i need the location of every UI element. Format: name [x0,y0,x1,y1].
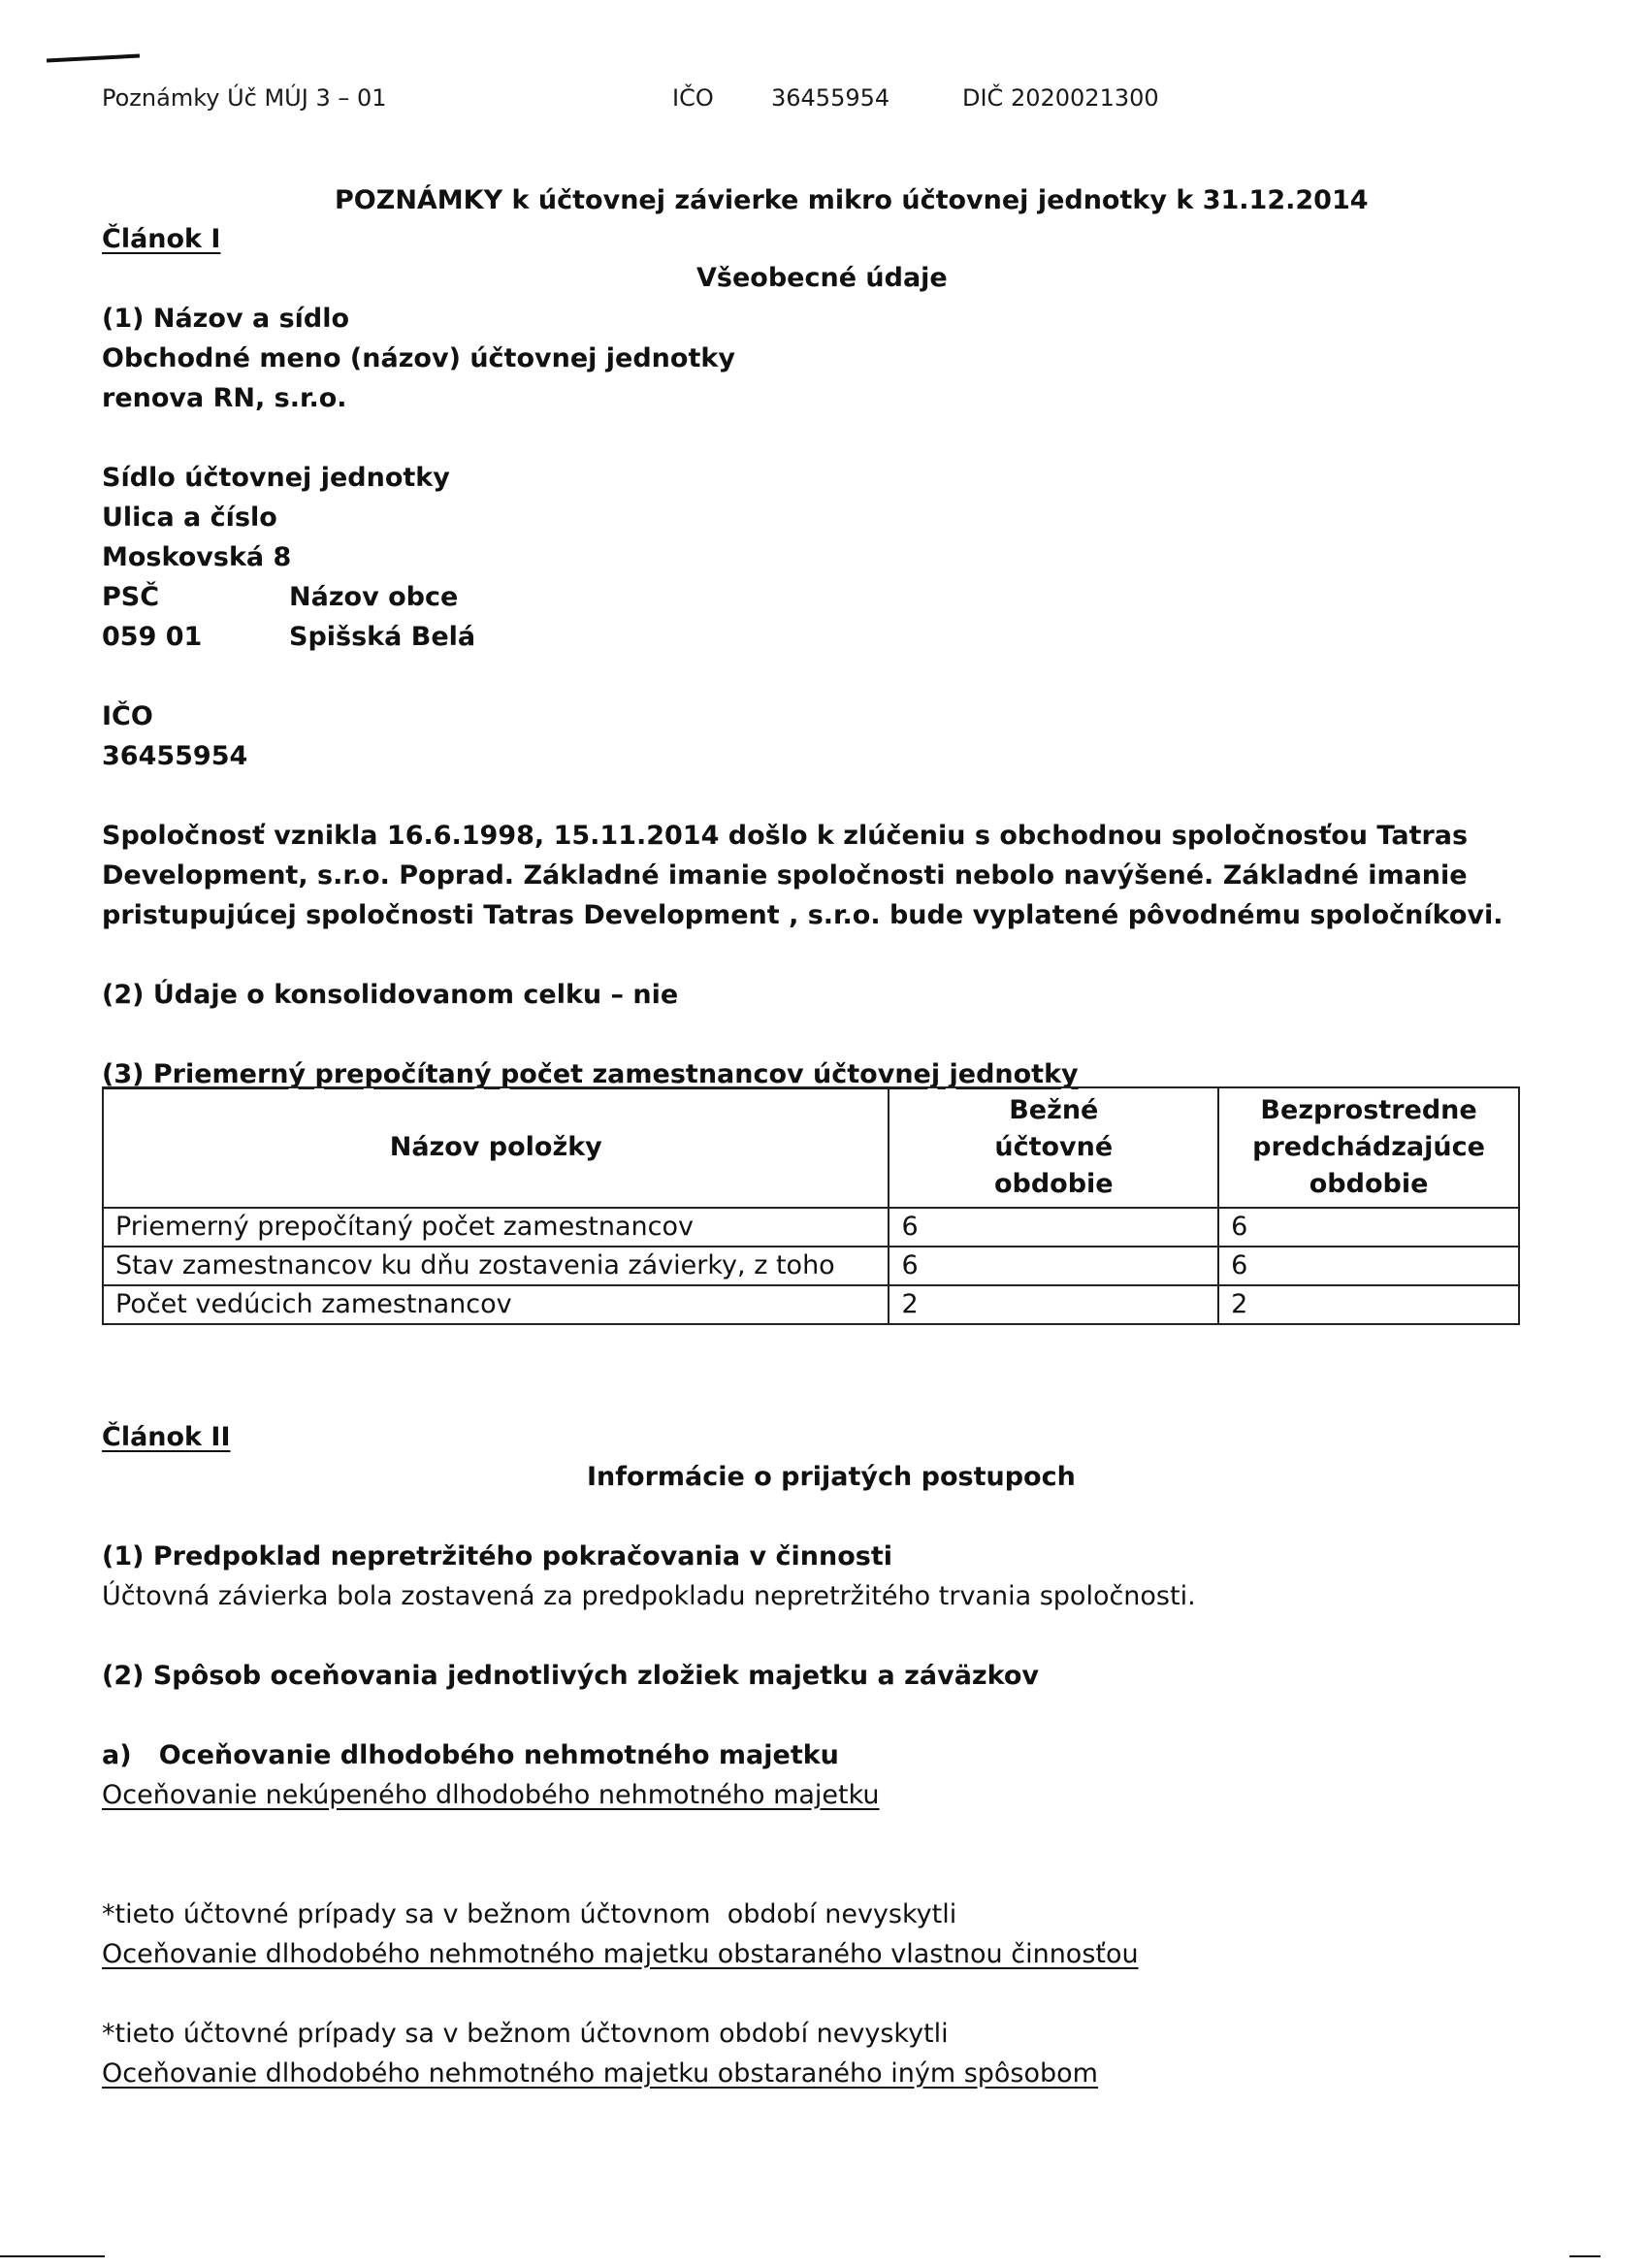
table-row [103,1285,1519,1324]
table-row [103,1247,1519,1285]
company-name-label: Obchodné meno (názov) účtovnej jednotky [102,343,735,373]
company-note-line-2: Development, s.r.o. Poprad. Základné imanie spoločnosti nebolo navýšené. Základné imanie [102,860,1468,891]
company-name-value: renova RN, s.r.o. [102,383,347,413]
street-value: Moskovská 8 [102,542,292,572]
item-3-heading: (3) Priemerný prepočítaný počet zamestnancov účtovnej jednotky [102,1059,1079,1089]
header-ico-value: 36455954 [771,84,890,112]
table-row [103,1208,1519,1247]
scan-mark-bottom-left [0,2255,105,2257]
sub-a-2-heading: Oceňovanie dlhodobého nehmotného majetku obstaraného vlastnou činnosťou [102,1939,1139,1969]
item-1-heading: (1) Názov a sídlo [102,304,350,334]
article-1-heading: Všeobecné údaje [696,263,948,293]
ico-label: IČO [102,701,153,731]
table-cell-current: 6 [889,1247,1218,1285]
col-header-current [889,1087,1218,1208]
article-2-item-1-heading: (1) Predpoklad nepretržitého pokračovania v činnosti [102,1541,893,1571]
scan-mark-bottom-right [1569,2255,1600,2257]
sub-a-1-heading: Oceňovanie nekúpeného dlhodobého nehmotného majetku [102,1780,880,1810]
header-ico-label: IČO [672,84,714,112]
psc-label: PSČ [102,582,160,612]
doc-code: Poznámky Úč MÚJ 3 – 01 [102,84,387,112]
seat-label: Sídlo účtovnej jednotky [102,463,450,493]
city-label: Názov obce [289,582,459,612]
article-2-item-1-text: Účtovná závierka bola zostavená za predpokladu nepretržitého trvania spoločnosti. [102,1581,1196,1611]
company-note-line-1: Spoločnosť vznikla 16.6.1998, 15.11.2014 došlo k zlúčeniu s obchodnou spoločnosťou Tatras [102,821,1469,851]
item-2-consolidation: (2) Údaje o konsolidovanom celku – nie [102,980,679,1010]
table-cell-previous: 6 [1218,1208,1519,1247]
sub-a-heading: a) Oceňovanie dlhodobého nehmotného majetku [102,1740,839,1770]
table-cell-current: 6 [889,1208,1218,1247]
article-2-item-2-heading: (2) Spôsob oceňovania jednotlivých zložiek majetku a záväzkov [102,1661,1040,1691]
city-value: Spišská Belá [289,622,476,652]
scan-mark-top [47,53,140,62]
sub-a-2-note: *tieto účtovné prípady sa v bežnom účtovnom období nevyskytli [102,2019,949,2049]
article-1-label: Článok I [102,224,221,254]
col-header-previous-text: Bezprostredne predchádzajúce obdobie [1252,1095,1485,1199]
col-header-previous [1218,1087,1519,1208]
employee-table [102,1086,1520,1325]
article-2-label: Článok II [102,1422,231,1452]
table-cell-previous: 2 [1218,1285,1519,1324]
street-label: Ulica a číslo [102,502,277,533]
ico-value: 36455954 [102,741,248,771]
sub-a-3-heading: Oceňovanie dlhodobého nehmotného majetku obstaraného iným spôsobom [102,2058,1098,2089]
table-header-row [103,1087,1519,1208]
header-dic: DIČ 2020021300 [962,84,1159,112]
table-cell-previous: 6 [1218,1247,1519,1285]
col-header-item: Názov položky [103,1087,889,1208]
table-cell-item: Počet vedúcich zamestnancov [103,1285,889,1324]
table-cell-item: Priemerný prepočítaný počet zamestnancov [103,1208,889,1247]
table-cell-current: 2 [889,1285,1218,1324]
article-2-heading: Informácie o prijatých postupoch [587,1462,1076,1492]
page-title: POZNÁMKY k účtovnej závierke mikro účtovnej jednotky k 31.12.2014 [335,185,1369,215]
sub-a-1-note: *tieto účtovné prípady sa v bežnom účtovnom období nevyskytli [102,1899,957,1929]
company-note-line-3: pristupujúcej spoločnosti Tatras Development , s.r.o. bude vyplatené pôvodnému spoločníkovi. [102,900,1504,930]
col-header-current-text: Bežné účtovné obdobie [993,1095,1114,1199]
table-cell-item: Stav zamestnancov ku dňu zostavenia závierky, z toho [103,1247,889,1285]
psc-value: 059 01 [102,622,203,652]
